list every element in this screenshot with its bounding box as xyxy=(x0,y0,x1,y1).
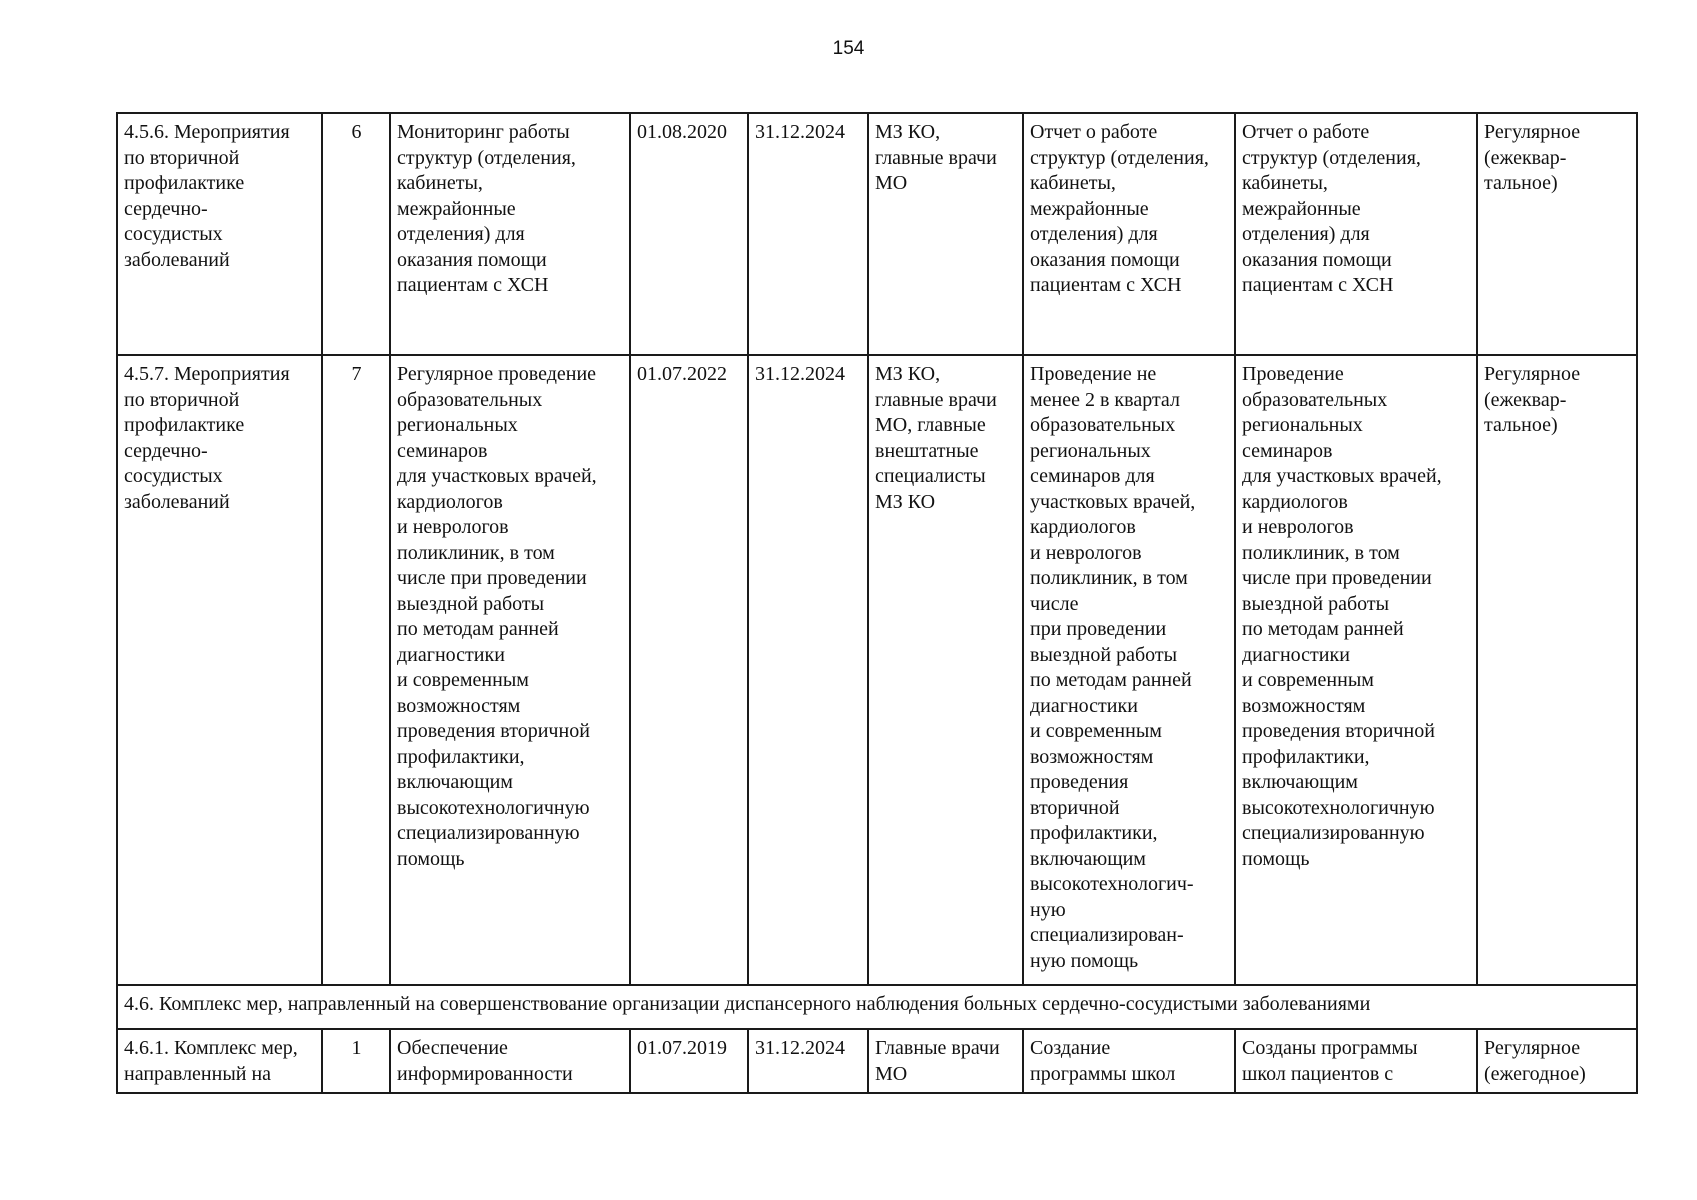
measure-code-cell: 4.6.1. Комплекс мер, направленный на xyxy=(117,1029,322,1093)
section-heading-row xyxy=(117,985,1637,1029)
table-row xyxy=(117,355,1637,985)
responsible-cell: МЗ КО, главные врачи МО, главные внештатные специалисты МЗ КО xyxy=(868,355,1023,985)
start-date-cell: 01.08.2020 xyxy=(630,113,748,355)
end-date-cell: 31.12.2024 xyxy=(748,113,868,355)
indicator-cell: Проведение образовательных региональных семинаров для участковых врачей, кардиологов и неврологов поликлиник, в том числе при проведении выездной работы по методам ранней диагностики и современным возможностям проведения вторичной профилактики, включающим высокотехнологичную специализированную помощь xyxy=(1235,355,1477,985)
action-plan-table xyxy=(116,112,1638,1094)
end-date-cell: 31.12.2024 xyxy=(748,1029,868,1093)
responsible-cell: Главные врачи МО xyxy=(868,1029,1023,1093)
result-cell: Отчет о работе структур (отделения, кабинеты, межрайонные отделения) для оказания помощи пациентам с ХСН xyxy=(1023,113,1235,355)
indicator-cell: Созданы программы школ пациентов с xyxy=(1235,1029,1477,1093)
frequency-cell: Регулярное (ежегодное) xyxy=(1477,1029,1637,1093)
end-date-cell: 31.12.2024 xyxy=(748,355,868,985)
frequency-cell: Регулярное (ежеквар- тальное) xyxy=(1477,355,1637,985)
description-cell: Обеспечение информированности xyxy=(390,1029,630,1093)
measure-code-cell: 4.5.6. Мероприятия по вторичной профилактике сердечно- сосудистых заболеваний xyxy=(117,113,322,355)
table-row xyxy=(117,113,1637,355)
responsible-cell: МЗ КО, главные врачи МО xyxy=(868,113,1023,355)
start-date-cell: 01.07.2019 xyxy=(630,1029,748,1093)
number-cell: 6 xyxy=(322,113,390,355)
result-cell: Проведение не менее 2 в квартал образовательных региональных семинаров для участковых врачей, кардиологов и неврологов поликлиник, в том числе при проведении выездной работы по методам ранней диагностики и современным возможностям проведения вторичной профилактики, включающим высокотехнологич- ную специализирован- ную помощь xyxy=(1023,355,1235,985)
measure-code-cell: 4.5.7. Мероприятия по вторичной профилактике сердечно- сосудистых заболеваний xyxy=(117,355,322,985)
section-heading: 4.6. Комплекс мер, направленный на совершенствование организации диспансерного наблюдения больных сердечно-сосудистыми заболеваниями xyxy=(117,985,1637,1029)
table-row xyxy=(117,1029,1637,1093)
result-cell: Создание программы школ xyxy=(1023,1029,1235,1093)
description-cell: Мониторинг работы структур (отделения, кабинеты, межрайонные отделения) для оказания помощи пациентам с ХСН xyxy=(390,113,630,355)
number-cell: 7 xyxy=(322,355,390,985)
start-date-cell: 01.07.2022 xyxy=(630,355,748,985)
description-cell: Регулярное проведение образовательных региональных семинаров для участковых врачей, кардиологов и неврологов поликлиник, в том числе при проведении выездной работы по методам ранней диагностики и современным возможностям проведения вторичной профилактики, включающим высокотехнологичную специализированную помощь xyxy=(390,355,630,985)
indicator-cell: Отчет о работе структур (отделения, кабинеты, межрайонные отделения) для оказания помощи пациентам с ХСН xyxy=(1235,113,1477,355)
number-cell: 1 xyxy=(322,1029,390,1093)
frequency-cell: Регулярное (ежеквар- тальное) xyxy=(1477,113,1637,355)
page-number: 154 xyxy=(832,38,865,59)
